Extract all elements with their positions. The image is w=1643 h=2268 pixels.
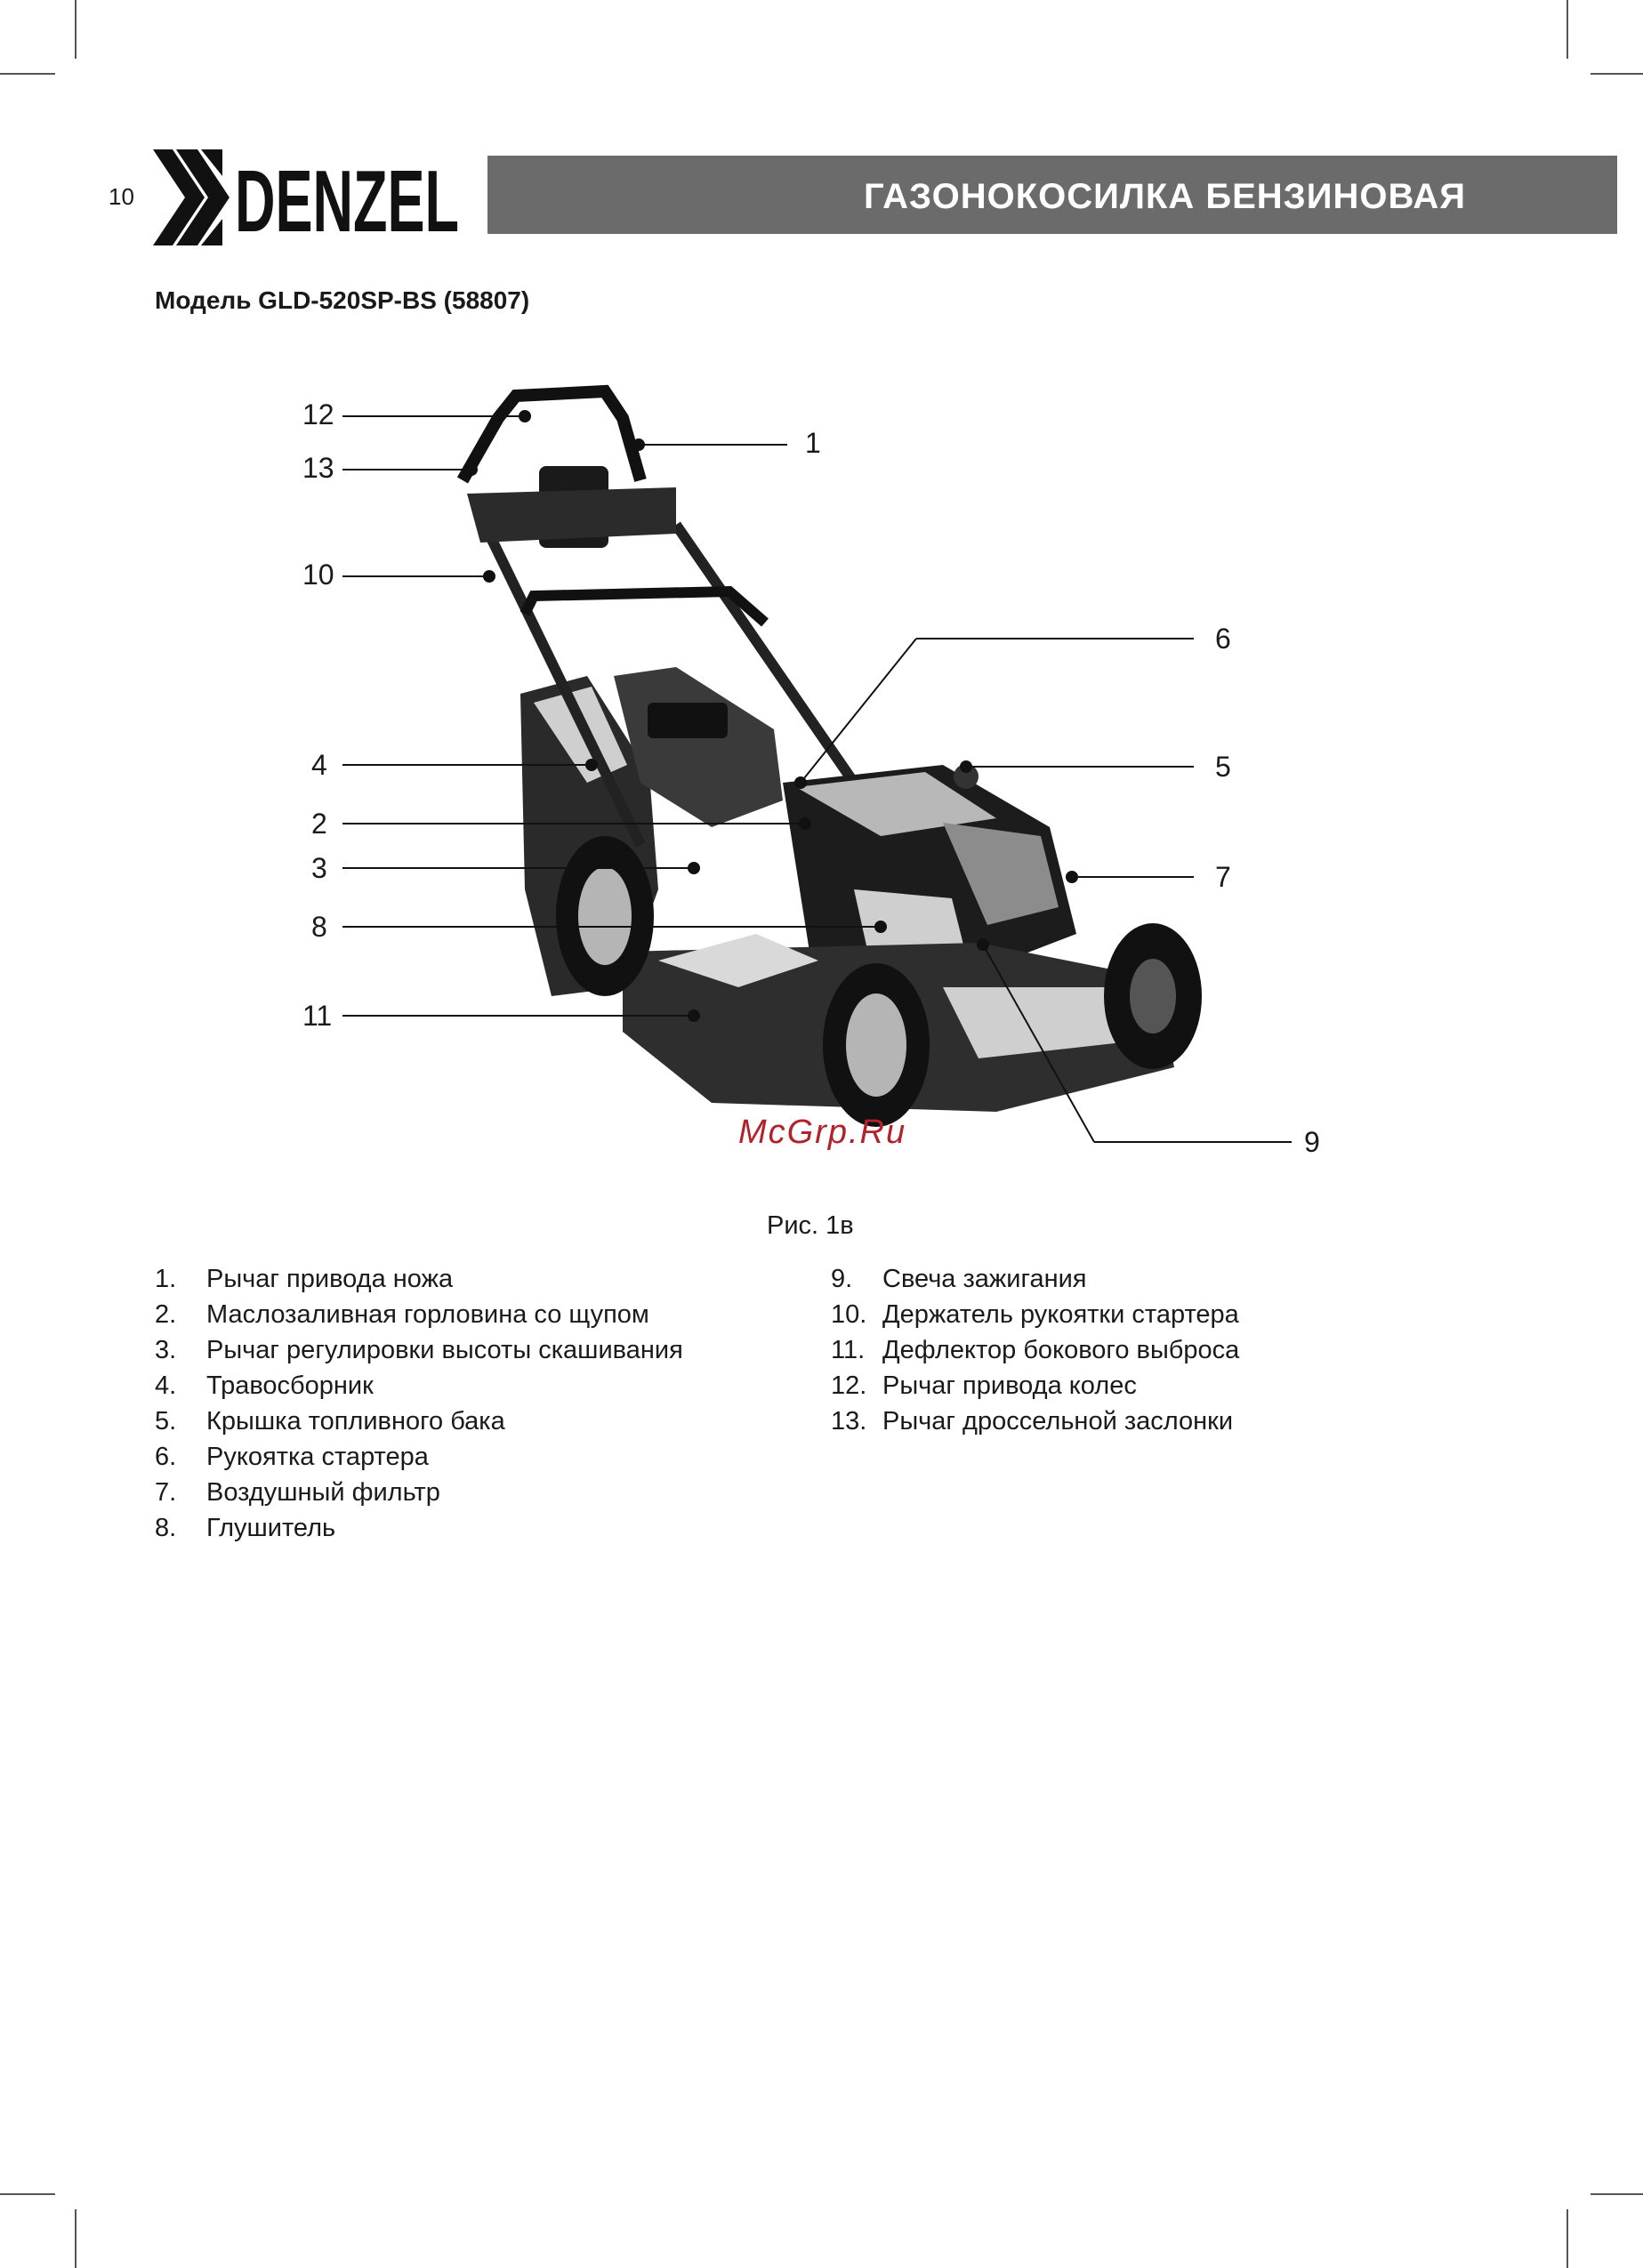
callout-13: 13 [302, 452, 334, 484]
page-title: ГАЗОНОКОСИЛКА БЕНЗИНОВАЯ [864, 177, 1466, 216]
model-label: Модель GLD-520SP-BS (58807) [155, 286, 530, 314]
callout-9: 9 [1304, 1126, 1320, 1158]
callout-8: 8 [311, 911, 327, 943]
list-item: 3. Рычаг регулировки высоты скашивания [155, 1336, 683, 1364]
list-item: 11. Дефлектор бокового выброса [831, 1336, 1240, 1364]
callout-1: 1 [805, 427, 821, 459]
legend-list-right [831, 1265, 1239, 1443]
callout-7: 7 [1215, 861, 1231, 893]
list-item: 13. Рычаг дроссельной заслонки [831, 1407, 1234, 1436]
callout-6: 6 [1215, 623, 1231, 655]
list-item: 9. Свеча зажигания [831, 1265, 1087, 1293]
list-item: 8. Глушитель [155, 1514, 336, 1542]
callout-2: 2 [311, 808, 327, 840]
list-item: 7. Воздушный фильтр [155, 1478, 440, 1507]
callout-10: 10 [302, 559, 334, 591]
crop-mark [75, 2209, 77, 2268]
crop-mark [1566, 2209, 1568, 2268]
crop-mark [0, 2193, 55, 2195]
legend-list-left [155, 1265, 683, 1549]
list-item: 1. Рычаг привода ножа [155, 1265, 454, 1293]
watermark: McGrp.Ru [738, 1114, 907, 1151]
figure-caption: Рис. 1в [767, 1211, 854, 1240]
crop-mark [1591, 2193, 1643, 2195]
callout-4: 4 [311, 749, 327, 781]
callout-5: 5 [1215, 751, 1231, 783]
page-number: 10 [109, 183, 134, 210]
list-item: 6. Рукоятка стартера [155, 1443, 429, 1471]
list-item: 2. Маслозаливная горловина со щупом [155, 1300, 649, 1329]
list-item: 5. Крышка топливного бака [155, 1407, 505, 1436]
callout-11: 11 [302, 1000, 333, 1032]
svg-text:DENZEL: DENZEL [235, 152, 459, 250]
callout-12: 12 [302, 398, 334, 430]
list-item: 10. Держатель рукоятки стартера [831, 1300, 1239, 1329]
callout-3: 3 [311, 852, 327, 884]
list-item: 12. Рычаг привода колес [831, 1371, 1137, 1400]
list-item: 4. Травосборник [155, 1371, 374, 1400]
